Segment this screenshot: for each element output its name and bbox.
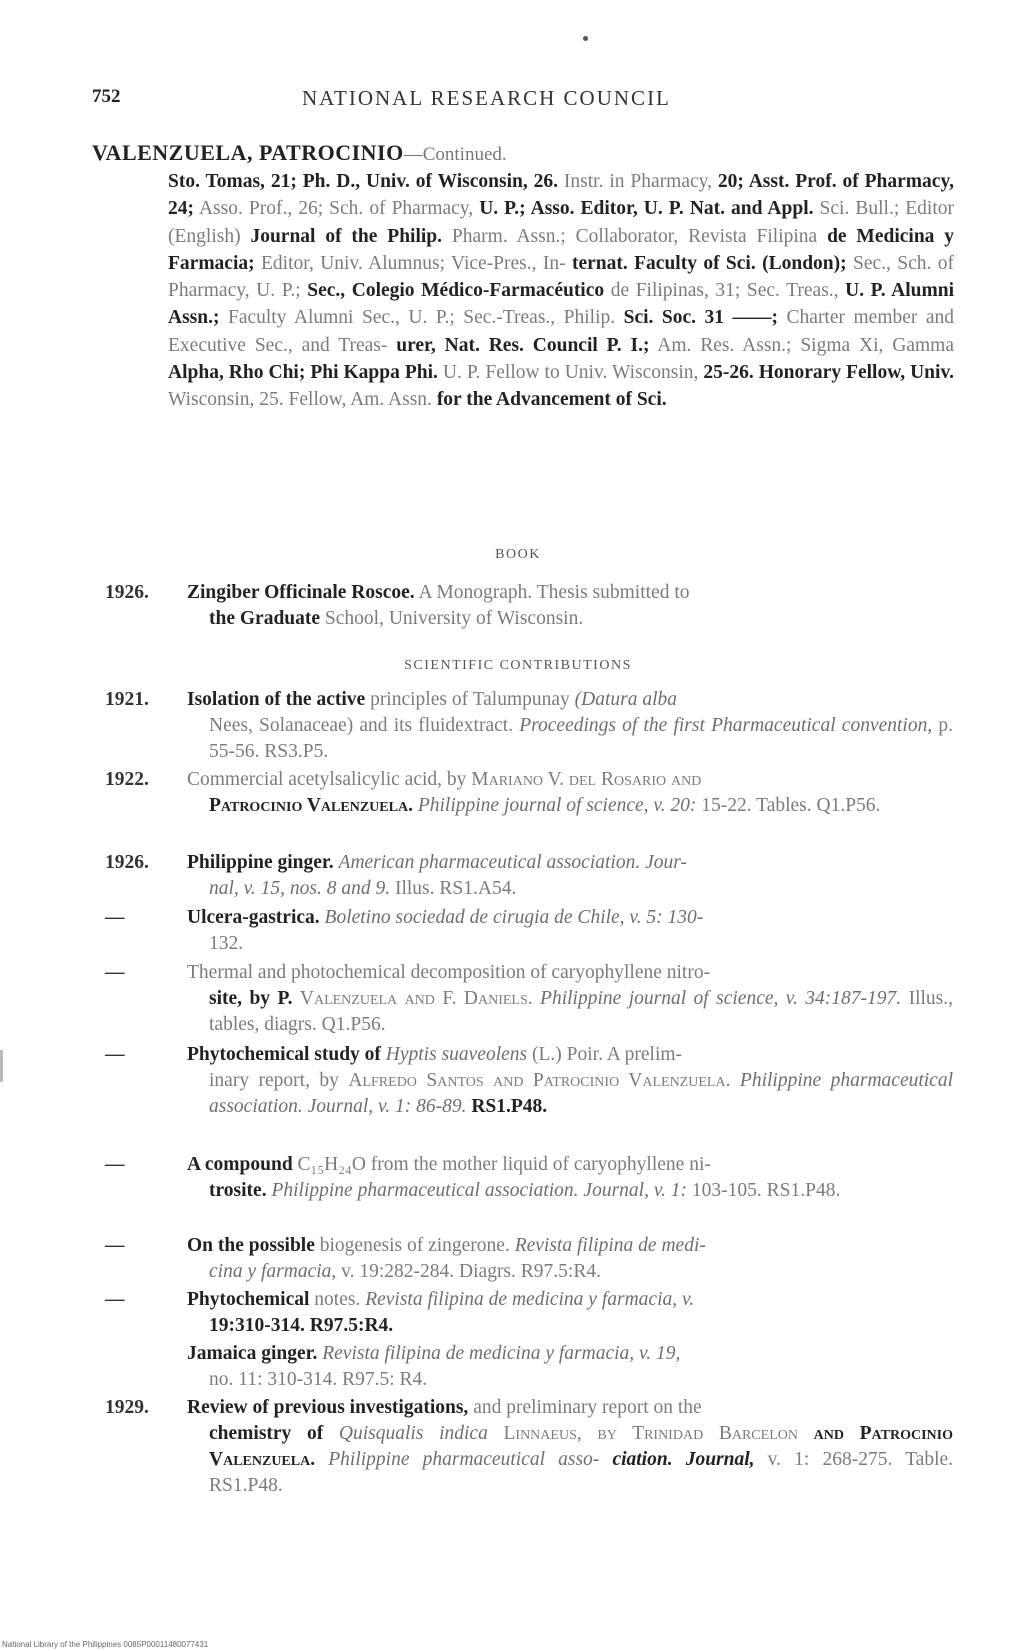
- c5-f: Philippine pharmaceutical association. Journal, v. 1: 86-89.: [209, 1070, 954, 1117]
- entry-body: [187, 1042, 953, 1120]
- c0-d: Nees, Solanaceae): [209, 715, 354, 736]
- c2-a: Philippine ginger.: [187, 852, 334, 873]
- bio-line-10b: Am. Res. Assn.; Sigma Xi, Gamma: [657, 334, 954, 356]
- c4-f: Illus., tables, diagrs. Q1.P56.: [209, 988, 954, 1035]
- c4-d: Philippine journal of: [540, 988, 709, 1009]
- bio-line-6b: Sec., Sch. of Pharmacy, U. P.;: [168, 252, 955, 302]
- bio-line-5b: Editor, Univ. Alumnus; Vice-Pres., In-: [261, 252, 566, 274]
- c5-b: Hyptis suaveolens: [385, 1044, 528, 1065]
- c9-c: no. 11: 310-314.: [209, 1369, 338, 1390]
- page-header: [92, 86, 962, 118]
- c10-h: ciation. Journal,: [612, 1449, 755, 1470]
- entry-body: [187, 1152, 953, 1204]
- bio-line-1b: Instr. in Pharmacy,: [563, 171, 712, 192]
- c4-b: site, by P.: [209, 988, 293, 1009]
- c4-c: Valenzuela and F. Daniels.: [299, 988, 533, 1009]
- entry-year: —: [105, 962, 125, 983]
- entry-year: —: [105, 1044, 125, 1065]
- c0-e: and its fluidextract.: [359, 715, 514, 736]
- bio-line-6: ternat. Faculty of Sci. (London);: [572, 252, 847, 274]
- c6-d: Philippine pharmaceutical association. Journal, v. 1:: [271, 1180, 688, 1201]
- entry-body: [187, 905, 953, 957]
- c4-e: science, v. 34:187-197.: [716, 988, 902, 1009]
- bio-line-11: Alpha, Rho Chi; Phi Kappa Phi.: [168, 362, 438, 384]
- entry-year: 1926.: [105, 582, 149, 603]
- c5-g: RS1.P48.: [471, 1096, 548, 1117]
- c10-f: and Patrocinio Valenzuela.: [209, 1423, 953, 1470]
- bio-line-3b: Sci. Bull.; Editor (English): [168, 198, 954, 247]
- entry-year: —: [105, 1235, 125, 1256]
- c5-d: inary report, by: [209, 1070, 339, 1091]
- bio-line-8: U. P. Alumni Assn.;: [168, 280, 954, 329]
- c7-c: Revista filipina de medi-: [514, 1235, 706, 1256]
- entry-body: [187, 687, 953, 765]
- entry-body: [187, 767, 953, 819]
- c8-b: notes.: [314, 1289, 361, 1310]
- c10-i: v. 1: 268-275. Table. RS1.P48.: [209, 1449, 954, 1496]
- speck: [583, 36, 588, 41]
- edge-mark: [0, 1050, 3, 1082]
- bio-line-2b: Asso. Prof., 26; Sch. of Pharmacy,: [198, 198, 474, 220]
- c10-e: Linnaeus, by Trinidad Barcelon: [503, 1423, 798, 1444]
- section-heading-scientific: SCIENTIFIC CONTRIBUTIONS: [404, 658, 632, 673]
- c10-c: chemistry of: [209, 1423, 324, 1444]
- c1-a: Commercial acetylsalicylic acid, by: [187, 769, 467, 790]
- book-line-2b: School, University of Wisconsin.: [324, 608, 584, 629]
- biography: [168, 168, 954, 414]
- c0-a: Isolation of the active: [187, 689, 366, 710]
- c0-c: (Datura alba: [574, 689, 678, 710]
- c10-b: and preliminary report on the: [473, 1397, 702, 1418]
- c2-c: nal, v. 15, nos. 8 and 9.: [209, 878, 391, 899]
- c8-a: Phytochemical: [187, 1289, 310, 1310]
- c5-c: (L.) Poir. A prelim-: [532, 1044, 683, 1065]
- bio-line-1: Sto. Tomas, 21; Ph. D., Univ. of Wisconsin, 26.: [168, 171, 558, 192]
- entry-year: 1921.: [105, 689, 149, 710]
- c0-b: principles of Talumpunay: [370, 689, 570, 710]
- bio-line-9: Sci. Soc. 31 ——;: [623, 307, 779, 329]
- scan-footer: National Library of the Philippines 0085P00011480077431: [2, 1640, 209, 1649]
- entry-continued: —Continued.: [403, 144, 507, 165]
- c10-d: Quisqualis indica: [338, 1423, 488, 1444]
- c9-d: R97.5: R4.: [342, 1369, 428, 1390]
- entry-year: 1926.: [105, 852, 149, 873]
- bio-line-10: urer, Nat. Res. Council P. I.;: [396, 334, 650, 356]
- c4-a: Thermal and photochemical decomposition of caryophyllene nitro-: [187, 962, 711, 983]
- bio-line-8b: Faculty Alumni Sec., U. P.; Sec.-Treas., Philip.: [227, 307, 616, 329]
- entry-year: —: [105, 907, 125, 928]
- entry-year: 1929.: [105, 1397, 149, 1418]
- entry-name-line: [92, 140, 507, 166]
- entry-body: [187, 850, 953, 902]
- entry-body: [187, 1233, 953, 1285]
- bio-line-9b: Charter member and Executive Sec., and Treas-: [168, 307, 955, 356]
- entry-body: [187, 960, 953, 1038]
- bio-line-12: 25-26. Honorary Fellow, Univ.: [703, 362, 954, 384]
- page-number: 752: [92, 86, 121, 107]
- bio-line-12b: Wisconsin, 25. Fellow, Am. Assn.: [168, 389, 432, 411]
- entry-body: [187, 1287, 953, 1339]
- book-desc: A Monograph. Thesis submitted to: [418, 582, 690, 603]
- entry-year: —: [105, 1154, 125, 1175]
- c0-f: Proceedings of the first: [519, 715, 705, 736]
- c7-d: cina y farmacia,: [209, 1261, 337, 1282]
- c10-a: Review of previous investigations,: [187, 1397, 469, 1418]
- entry-year: —: [105, 1289, 125, 1310]
- c6-a: A compound: [187, 1154, 293, 1175]
- c7-a: On the possible: [187, 1235, 315, 1256]
- book-line-2a: the Graduate: [209, 608, 321, 629]
- c2-d: Illus. RS1.A54.: [394, 878, 517, 899]
- c3-b: Boletino sociedad de cirugia de Chile, v. 5: 130-: [324, 907, 704, 928]
- bio-line-4b: Pharm. Assn.; Collaborator, Revista Filipina: [451, 225, 818, 247]
- c2-b: American pharmaceutical association. Jour-: [338, 852, 687, 873]
- running-head: NATIONAL RESEARCH COUNCIL: [302, 86, 671, 110]
- c1-c: Patrocinio Valenzuela.: [209, 795, 413, 816]
- c6-c: trosite.: [209, 1180, 267, 1201]
- c10-g: Philippine pharmaceutical asso-: [328, 1449, 600, 1470]
- c9-a: Jamaica ginger.: [187, 1343, 318, 1364]
- c0-g: Pharmaceutical convention,: [711, 715, 933, 736]
- entry-year: 1922.: [105, 769, 149, 790]
- bio-line-4: Journal of the Philip.: [250, 225, 443, 247]
- c6-e: 103-105. RS1.P48.: [691, 1180, 841, 1201]
- c8-c: Revista filipina de medicina y farmacia, v.: [365, 1289, 695, 1310]
- entry-body: [187, 1395, 953, 1499]
- entry-body: [187, 580, 953, 632]
- c7-e: v. 19:282-284. Diagrs. R97.5:R4.: [341, 1261, 601, 1282]
- c6-b: C₁₅H₂₄O from the mother liquid of caryophyllene ni-: [297, 1154, 711, 1175]
- c1-d: Philippine journal of science, v. 20:: [417, 795, 697, 816]
- c3-c: 132.: [209, 933, 244, 954]
- bio-line-7: Sec., Colegio Médico-Farmacéutico: [307, 280, 605, 302]
- c1-e: 15-22. Tables. Q1.P56.: [701, 795, 881, 816]
- c8-d: 19:310-314. R97.5:R4.: [209, 1315, 394, 1336]
- book-title: Zingiber Officinale Roscoe.: [187, 582, 415, 603]
- section-heading-book: BOOK: [495, 547, 541, 562]
- bio-line-3: U. P.; Asso. Editor, U. P. Nat. and Appl.: [479, 198, 814, 220]
- bio-line-7b: de Filipinas, 31; Sec. Treas.,: [610, 280, 839, 302]
- c1-b: Mariano V. del Rosario and: [471, 769, 702, 790]
- c0-h: p. 55-56. RS3.P5.: [209, 715, 954, 762]
- c5-a: Phytochemical study of: [187, 1044, 381, 1065]
- bio-line-2: 20; Asst. Prof. of Pharmacy, 24;: [168, 171, 954, 220]
- entry-name: VALENZUELA, PATROCINIO: [92, 140, 404, 165]
- bio-line-13: for the Advancement of Sci.: [436, 389, 667, 411]
- bio-line-5: de Medicina y Farmacia;: [168, 225, 955, 274]
- c9-b: Revista filipina de medicina y farmacia, v. 19,: [322, 1343, 681, 1364]
- c7-b: biogenesis of zingerone.: [319, 1235, 510, 1256]
- c5-e: Alfredo Santos and Patrocinio Valenzuela.: [348, 1070, 731, 1091]
- bio-line-11b: U. P. Fellow to Univ. Wisconsin,: [442, 362, 699, 384]
- entry-body: [187, 1341, 953, 1393]
- c3-a: Ulcera-gastrica.: [187, 907, 320, 928]
